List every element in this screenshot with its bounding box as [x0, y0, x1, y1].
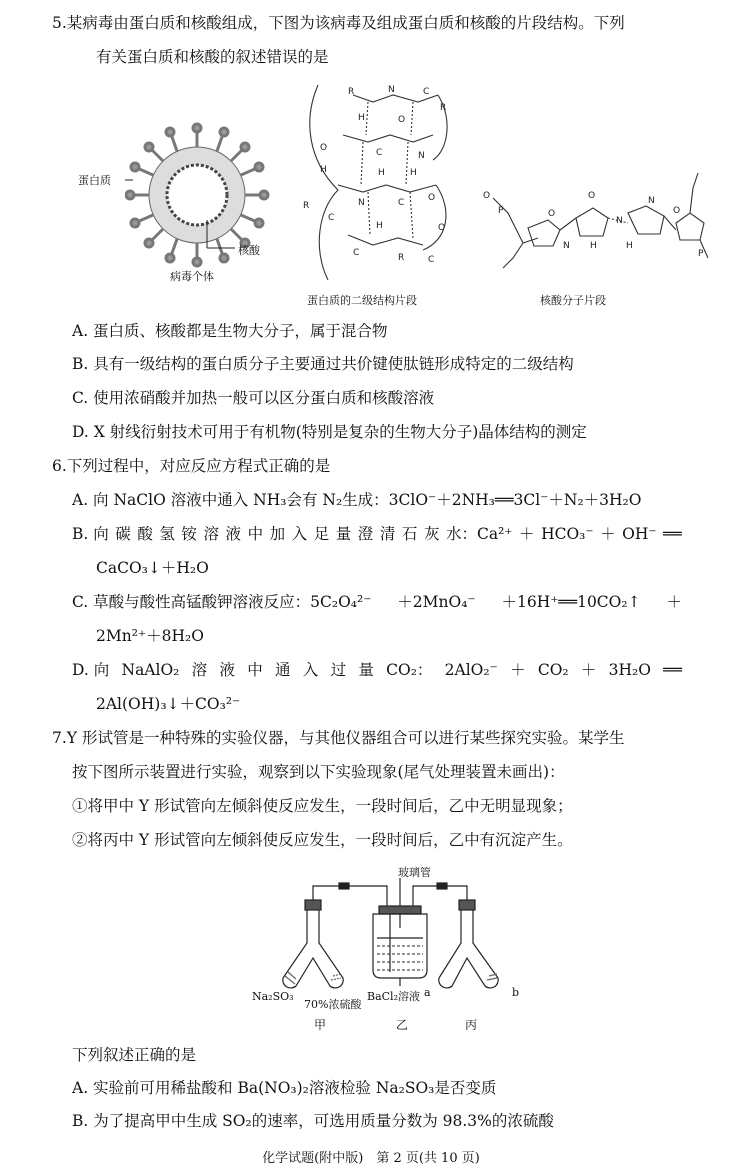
q5-option-c: C. 使用浓硝酸并加热一般可以区分蛋白质和核酸溶液	[72, 389, 435, 407]
svg-text:C: C	[428, 255, 435, 265]
q6-b-token: 加	[269, 525, 286, 543]
svg-text:R: R	[398, 253, 405, 263]
q6-d-token: 入	[302, 661, 319, 679]
q6-b-token: 中	[247, 525, 264, 543]
svg-text:C: C	[353, 248, 360, 258]
q5-stem-line1: 5.某病毒由蛋白质和核酸组成，下图为该病毒及组成蛋白质和核酸的片段结构。下列	[52, 14, 625, 32]
q6-d-token: NaAlO₂	[121, 661, 180, 679]
q6-b-token: HCO₃⁻	[541, 525, 594, 543]
q6-b-token: 碳	[115, 525, 131, 543]
svg-text:N: N	[388, 85, 395, 95]
svg-text:R: R	[440, 103, 447, 113]
q7-stem-line2: 按下图所示装置进行实验，观察到以下实验现象(尾气处理装置未画出)：	[72, 763, 565, 781]
q7-option-b: B. 为了提高甲中生成 SO₂的速率，可选用质量分数为 98.3%的浓硫酸	[72, 1112, 554, 1130]
svg-text:C: C	[423, 87, 430, 97]
svg-text:C: C	[328, 213, 335, 223]
svg-text:R: R	[348, 87, 355, 97]
label-glass-rod: 玻璃管	[398, 866, 431, 879]
q6-stem: 6.下列过程中，对应反应方程式正确的是	[52, 457, 331, 475]
q6-b-token: 量	[335, 525, 352, 543]
label-jia: 甲	[314, 1018, 327, 1032]
q6-b-token: B. 向	[72, 525, 109, 543]
svg-text:N: N	[616, 216, 623, 226]
q6-b-token: 澄	[357, 525, 374, 543]
q6-option-b-line2: CaCO₃↓＋H₂O	[96, 559, 209, 577]
svg-text:P: P	[698, 249, 704, 259]
label-protein: 蛋白质	[78, 174, 111, 187]
svg-text:R: R	[303, 201, 310, 211]
label-yi: 乙	[396, 1018, 409, 1032]
q7-stem-line1: 7.Y 形试管是一种特殊的实验仪器，与其他仪器组合可以进行某些探究实验。某学生	[52, 729, 625, 747]
svg-text:C: C	[398, 198, 405, 208]
svg-text:P: P	[498, 206, 504, 216]
label-nucleic-acid: 核酸	[238, 244, 260, 257]
q7-item-1: ①将甲中 Y 形试管向左倾斜使反应发生，一段时间后，乙中无明显现象；	[72, 797, 573, 815]
q6-b-token: ＋	[519, 525, 535, 543]
q6-option-b-line1	[72, 523, 682, 545]
q5-option-b: B. 具有一级结构的蛋白质分子主要通过共价键使肽链形成特定的二级结构	[72, 355, 574, 373]
svg-text:O: O	[438, 223, 446, 233]
q6-d-token: 3H₂O	[608, 661, 651, 679]
svg-text:O: O	[483, 191, 491, 201]
q5-option-d: D. X 射线衍射技术可用于有机物(特别是复杂的生物大分子)晶体结构的测定	[72, 423, 587, 441]
label-a: a	[424, 986, 431, 999]
q6-b-token: 液	[225, 525, 242, 543]
q6-c-token: ＋2MnO₄⁻	[397, 593, 476, 611]
label-h2so4: 70%浓硫酸	[304, 998, 362, 1011]
q6-d-token: ＋	[580, 661, 597, 679]
svg-text:H: H	[358, 113, 365, 123]
page-footer: 化学试题(附中版) 第 2 页(共 10 页)	[262, 1151, 480, 1166]
q6-option-d-line2: 2Al(OH)₃↓＋CO₃²⁻	[96, 695, 241, 713]
q6-b-token: 溶	[203, 525, 219, 543]
q6-option-c-line1	[72, 591, 682, 613]
protein-secondary-structure-figure	[298, 80, 458, 285]
q6-d-token: ＋	[510, 661, 526, 679]
q5-option-a: A. 蛋白质、核酸都是生物大分子，属于混合物	[72, 322, 388, 340]
q6-d-token: ══	[663, 661, 682, 679]
y-tube-apparatus-figure	[255, 868, 535, 1003]
q6-b-token: 清	[379, 525, 396, 543]
svg-text:O: O	[588, 191, 596, 201]
svg-text:H: H	[376, 221, 383, 231]
svg-text:N: N	[418, 151, 425, 161]
svg-text:O: O	[673, 206, 681, 216]
q6-b-token: 入	[291, 525, 308, 543]
q7-ask: 下列叙述正确的是	[72, 1046, 197, 1064]
q6-c-token: ＋	[666, 593, 682, 611]
q6-c-token: C. 草酸与酸性高锰酸钾溶液反应：5C₂O₄²⁻	[72, 593, 372, 611]
svg-text:O: O	[320, 143, 328, 153]
q6-d-token: 通	[275, 661, 291, 679]
svg-text:N: N	[563, 241, 570, 251]
q6-d-token: CO₂	[537, 661, 569, 679]
nucleic-acid-fragment-figure	[468, 168, 713, 278]
q6-d-token: 液	[219, 661, 235, 679]
svg-text:O: O	[548, 209, 556, 219]
q6-option-d-line1	[72, 659, 682, 681]
label-b: b	[512, 986, 520, 999]
q6-b-token: 氢	[159, 525, 175, 543]
q6-d-token: 中	[247, 661, 263, 679]
q6-b-token: 足	[313, 525, 330, 543]
q6-c-token: ＋16H⁺══10CO₂↑	[501, 593, 641, 611]
svg-text:H: H	[320, 165, 327, 175]
q7-option-a: A. 实验前可用稀盐酸和 Ba(NO₃)₂溶液检验 Na₂SO₃是否变质	[72, 1079, 497, 1097]
caption-virus: 病毒个体	[170, 270, 214, 283]
label-na2so3: Na₂SO₃	[252, 990, 294, 1003]
q6-b-token: 酸	[137, 525, 153, 543]
label-bacl2: BaCl₂溶液	[367, 990, 420, 1003]
q6-b-token: 水：Ca²⁺	[445, 525, 513, 543]
q6-d-token: 溶	[191, 661, 208, 679]
q6-b-token: ══	[663, 525, 682, 543]
q5-stem-line2: 有关蛋白质和核酸的叙述错误的是	[96, 48, 329, 66]
q7-item-2: ②将丙中 Y 形试管向左倾斜使反应发生，一段时间后，乙中有沉淀产生。	[72, 831, 573, 849]
q6-b-token: 灰	[423, 525, 440, 543]
svg-text:H: H	[590, 241, 597, 251]
q6-option-a: A. 向 NaClO 溶液中通入 NH₃会有 N₂生成：3ClO⁻＋2NH₃══3Cl⁻＋N₂＋3H₂O	[72, 491, 642, 509]
svg-text:N: N	[648, 196, 655, 206]
q6-b-token: OH⁻	[622, 525, 657, 543]
svg-text:O: O	[398, 115, 406, 125]
q6-d-token: 过	[330, 661, 347, 679]
q6-d-token: D. 向	[72, 661, 110, 679]
svg-text:H: H	[378, 168, 385, 178]
q6-option-c-line2: 2Mn²⁺＋8H₂O	[96, 627, 204, 645]
q6-d-token: 量	[358, 661, 374, 679]
caption-nucleic-fragment: 核酸分子片段	[540, 294, 606, 307]
svg-text:H: H	[626, 241, 633, 251]
svg-text:O: O	[428, 193, 436, 203]
svg-text:H: H	[410, 168, 417, 178]
q6-b-token: ＋	[600, 525, 616, 543]
svg-text:N: N	[358, 198, 365, 208]
q6-d-token: CO₂：	[386, 661, 433, 679]
svg-text:C: C	[376, 148, 383, 158]
q6-d-token: 2AlO₂⁻	[444, 661, 498, 679]
caption-protein-structure: 蛋白质的二级结构片段	[307, 294, 417, 307]
q6-b-token: 铵	[181, 525, 197, 543]
q6-b-token: 石	[401, 525, 418, 543]
label-bing: 丙	[465, 1018, 478, 1032]
